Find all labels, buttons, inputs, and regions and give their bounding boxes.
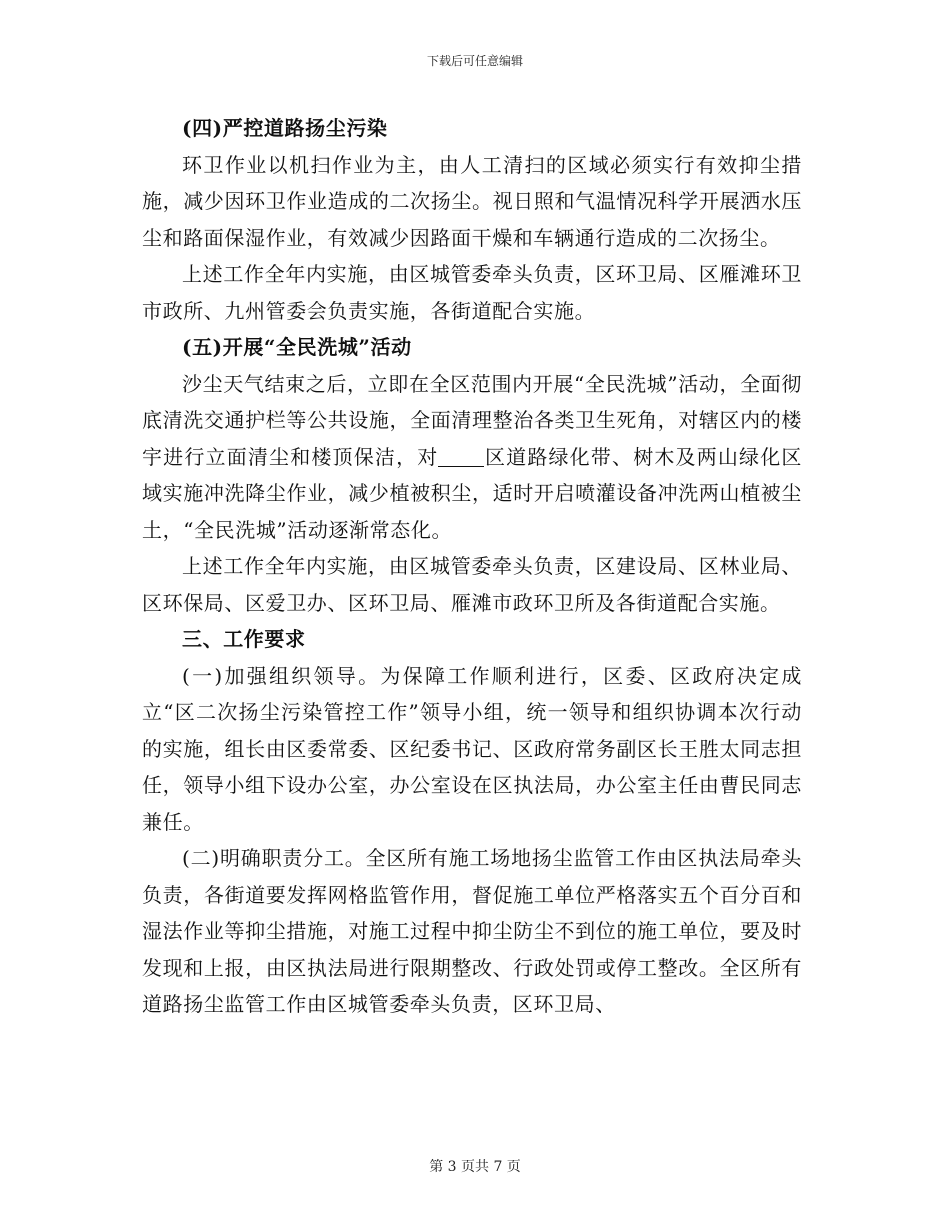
- paragraph: 上述工作全年内实施，由区城管委牵头负责，区建设局、区林业局、区环保局、区爱卫办、区环卫局、雁滩市政环卫所及各街道配合实施。: [142, 554, 802, 615]
- paragraph: 上述工作全年内实施，由区城管委牵头负责，区环卫局、区雁滩环卫市政所、九州管委会负责实施，各街道配合实施。: [142, 262, 802, 323]
- paragraph: (一)加强组织领导。为保障工作顺利进行，区委、区政府决定成立“区二次扬尘污染管控工作”领导小组，统一领导和组织协调本次行动的实施，组长由区委常委、区纪委书记、区政府常务副区长王胜太同志担任，领导小组下设办公室，办公室设在区执法局，办公室主任由曹民同志兼任。: [142, 663, 802, 834]
- paragraph-text-before-blank: 沙尘天气结束之后，立即在全区范围内开展“全民洗城”活动，全面彻底清洗交通护栏等公共设施，全面清理整治各类卫生死角，对辖区内的楼宇进行立面清尘和楼顶保洁，对: [142, 371, 802, 469]
- paragraph: 环卫作业以机扫作业为主，由人工清扫的区域必须实行有效抑尘措施，减少因环卫作业造成的二次扬尘。视日照和气温情况科学开展洒水压尘和路面保湿作业，有效减少因路面干燥和车辆通行造成的二次扬尘。: [142, 152, 802, 250]
- paragraph-with-blank: [142, 366, 802, 549]
- page-header: 下载后可任意编辑: [426, 54, 523, 68]
- page-footer: 第 3 页共 7 页: [429, 1159, 521, 1175]
- section-heading-3: 三、工作要求: [182, 627, 306, 651]
- fill-in-blank: [438, 446, 484, 467]
- section-heading-5: (五)开展“全民洗城”活动: [182, 335, 412, 359]
- document-body: [142, 110, 802, 1023]
- paragraph: (二)明确职责分工。全区所有施工场地扬尘监管工作由区执法局牵头负责，各街道要发挥网格监管作用，督促施工单位严格落实五个百分百和湿法作业等抑尘措施，对施工过程中抑尘防尘不到位的施工单位，要及时发现和上报，由区执法局进行限期整改、行政处罚或停工整改。全区所有道路扬尘监管工作由区城管委牵头负责，区环卫局、: [142, 846, 802, 1016]
- section-heading-4: (四)严控道路扬尘污染: [182, 116, 388, 140]
- paragraph-text-after-blank: 区道路绿化带、树木及两山绿化区域实施冲洗降尘作业，减少植被积尘，适时开启喷灌设备冲洗两山植被尘土，“全民洗城”活动逐渐常态化。: [142, 444, 803, 542]
